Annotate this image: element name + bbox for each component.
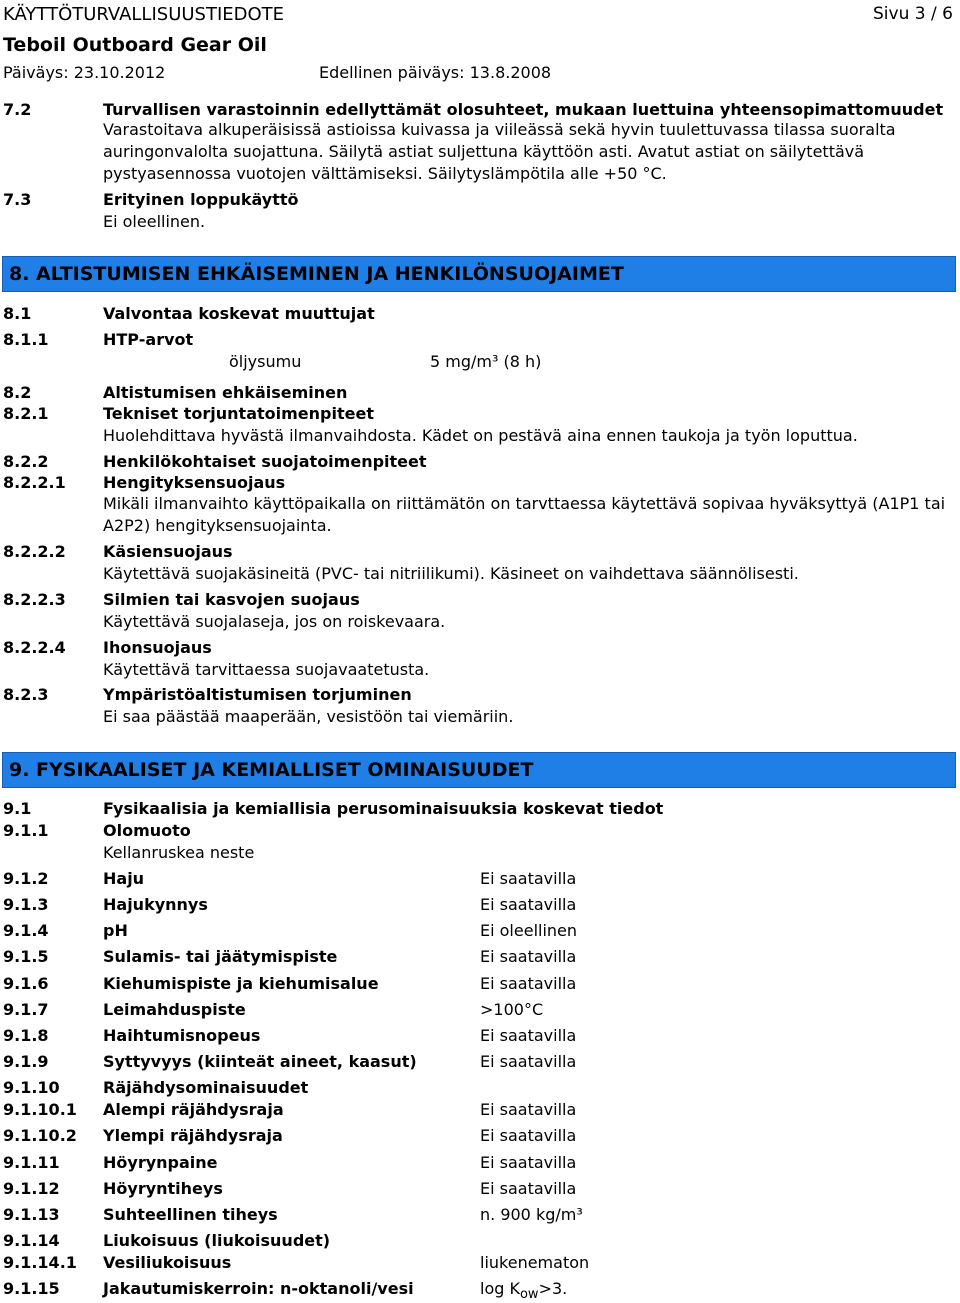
section-number: 7.2 (3, 100, 32, 119)
value-main: log K (480, 1279, 520, 1298)
htp-substance: öljysumu (229, 352, 302, 371)
property-number: 9.1.12 (3, 1179, 60, 1198)
property-number: 9.1.2 (3, 869, 49, 888)
section-number: 8.2.3 (3, 685, 49, 704)
section-9-title: 9. FYSIKAALISET JA KEMIALLISET OMINAISUUDET (9, 759, 534, 781)
property-number: 9.1.10.1 (3, 1100, 77, 1119)
section-heading: Ihonsuojaus (103, 638, 212, 657)
section-text: Käytettävä suojakäsineitä (PVC- tai nitriilikumi). Käsineet on vaihdettava säännölisesti. (103, 564, 799, 583)
property-label: Jakautumiskerroin: n-oktanoli/vesi (103, 1279, 414, 1298)
section-text: Huolehdittava hyvästä ilmanvaihdosta. Kädet on pestävä aina ennen taukoja ja työn loputtua. (103, 426, 858, 445)
document-title: KÄYTTÖTURVALLISUUSTIEDOTE (3, 4, 285, 25)
property-value: Ei saatavilla (480, 1179, 577, 1198)
property-label: Syttyvyys (kiinteät aineet, kaasut) (103, 1052, 417, 1071)
section-number: 8.2.2.3 (3, 590, 66, 609)
property-label: Räjähdysominaisuudet (103, 1078, 309, 1097)
property-label: pH (103, 921, 128, 940)
property-number: 9.1.7 (3, 1000, 49, 1019)
section-heading: Hengityksensuojaus (103, 473, 286, 492)
property-number: 9.1.5 (3, 947, 49, 966)
section-text: Ei oleellinen. (103, 212, 206, 231)
property-number: 9.1.10.2 (3, 1126, 77, 1145)
property-value: liukenematon (480, 1253, 590, 1272)
property-number: 9.1.15 (3, 1279, 60, 1298)
section-number: 8.2.2.4 (3, 638, 66, 657)
property-value: >100°C (480, 1000, 544, 1019)
section-heading: Henkilökohtaiset suojatoimenpiteet (103, 452, 427, 471)
section-heading: HTP-arvot (103, 330, 194, 349)
section-8-title: 8. ALTISTUMISEN EHKÄISEMINEN JA HENKILÖNSUOJAIMET (9, 263, 624, 285)
property-value: Ei saatavilla (480, 947, 577, 966)
product-name: Teboil Outboard Gear Oil (3, 34, 267, 56)
property-number: 9.1.14.1 (3, 1253, 77, 1272)
property-number: 9.1.14 (3, 1231, 60, 1250)
property-number: 9.1.6 (3, 974, 49, 993)
value-subscript: ow (519, 1287, 539, 1302)
section-text: Käytettävä suojalaseja, jos on roiskevaara. (103, 612, 446, 631)
property-label: Kiehumispiste ja kiehumisalue (103, 974, 379, 993)
property-value (480, 1279, 568, 1302)
section-number: 8.1 (3, 304, 32, 323)
property-value: Ei saatavilla (480, 1100, 577, 1119)
section-number: 8.2 (3, 383, 32, 402)
section-text: Ei saa päästää maaperään, vesistöön tai viemäriin. (103, 707, 514, 726)
property-value: Ei saatavilla (480, 974, 577, 993)
property-value: Ei saatavilla (480, 1052, 577, 1071)
section-number: 8.2.2.2 (3, 542, 66, 561)
document-date: Päiväys: 23.10.2012 (3, 63, 166, 82)
section-number: 8.2.2.1 (3, 473, 66, 492)
section-number: 9.1 (3, 799, 32, 818)
section-number: 7.3 (3, 190, 32, 209)
property-number: 9.1.9 (3, 1052, 49, 1071)
property-label: Vesiliukoisuus (103, 1253, 232, 1272)
page-number: Sivu 3 / 6 (873, 4, 953, 24)
section-heading: Valvontaa koskevat muuttujat (103, 304, 375, 323)
property-label: Höyrynpaine (103, 1153, 218, 1172)
section-heading: Fysikaalisia ja kemiallisia perusominaisuuksia koskevat tiedot (103, 799, 664, 818)
property-number: 9.1.11 (3, 1153, 60, 1172)
previous-date: Edellinen päiväys: 13.8.2008 (319, 63, 552, 82)
section-heading: Silmien tai kasvojen suojaus (103, 590, 360, 609)
section-number: 8.2.2 (3, 452, 49, 471)
section-9-banner (2, 752, 956, 788)
section-heading: Turvallisen varastoinnin edellyttämät olosuhteet, mukaan luettuina yhteensopimattomuudet (103, 100, 944, 119)
section-8-banner (2, 256, 956, 292)
section-heading: Käsiensuojaus (103, 542, 233, 561)
property-label: Haju (103, 869, 145, 888)
property-label: Alempi räjähdysraja (103, 1100, 284, 1119)
section-text: Varastoitava alkuperäisissä astioissa kuivassa ja viileässä sekä hyvin tuulettuvassa tilassa suoralta auringonvalolta suojattuna. Säilytä astiat suljettuna käyttöön asti. Avatut astiat on säilytettävä pystyasennossa vuotojen välttämiseksi. Säilytyslämpötila alle +50 °C. (103, 120, 896, 183)
property-label: Leimahduspiste (103, 1000, 246, 1019)
property-value: Ei saatavilla (480, 895, 577, 914)
property-label: Hajukynnys (103, 895, 208, 914)
section-heading: Altistumisen ehkäiseminen (103, 383, 348, 402)
property-value: Ei oleellinen (480, 921, 578, 940)
property-number: 9.1.4 (3, 921, 49, 940)
property-label: Liukoisuus (liukoisuudet) (103, 1231, 331, 1250)
property-number: 9.1.3 (3, 895, 49, 914)
section-number: 8.1.1 (3, 330, 49, 349)
property-label: Suhteellinen tiheys (103, 1205, 278, 1224)
section-number: 9.1.1 (3, 821, 49, 840)
section-number: 8.2.1 (3, 404, 49, 423)
property-value: Ei saatavilla (480, 869, 577, 888)
section-heading: Erityinen loppukäyttö (103, 190, 299, 209)
property-number: 9.1.13 (3, 1205, 60, 1224)
property-value: n. 900 kg/m³ (480, 1205, 583, 1224)
property-value: Ei saatavilla (480, 1026, 577, 1045)
section-heading: Tekniset torjuntatoimenpiteet (103, 404, 374, 423)
section-text: Mikäli ilmanvaihto käyttöpaikalla on riittämätön on tarvttaessa käytettävä sopivaa hyväksyttyä (A1P1 tai A2P2) hengityksensuojainta. (103, 494, 946, 535)
property-label: Höyryntiheys (103, 1179, 223, 1198)
section-text: Kellanruskea neste (103, 843, 255, 862)
htp-value: 5 mg/m³ (8 h) (430, 352, 542, 371)
section-heading: Ympäristöaltistumisen torjuminen (103, 685, 412, 704)
value-tail: >3. (538, 1279, 568, 1298)
property-value: Ei saatavilla (480, 1153, 577, 1172)
property-number: 9.1.10 (3, 1078, 60, 1097)
property-label: Haihtumisnopeus (103, 1026, 261, 1045)
property-number: 9.1.8 (3, 1026, 49, 1045)
property-label: Ylempi räjähdysraja (103, 1126, 283, 1145)
section-text: Käytettävä tarvittaessa suojavaatetusta. (103, 660, 430, 679)
section-heading: Olomuoto (103, 821, 191, 840)
property-label: Sulamis- tai jäätymispiste (103, 947, 338, 966)
property-value: Ei saatavilla (480, 1126, 577, 1145)
